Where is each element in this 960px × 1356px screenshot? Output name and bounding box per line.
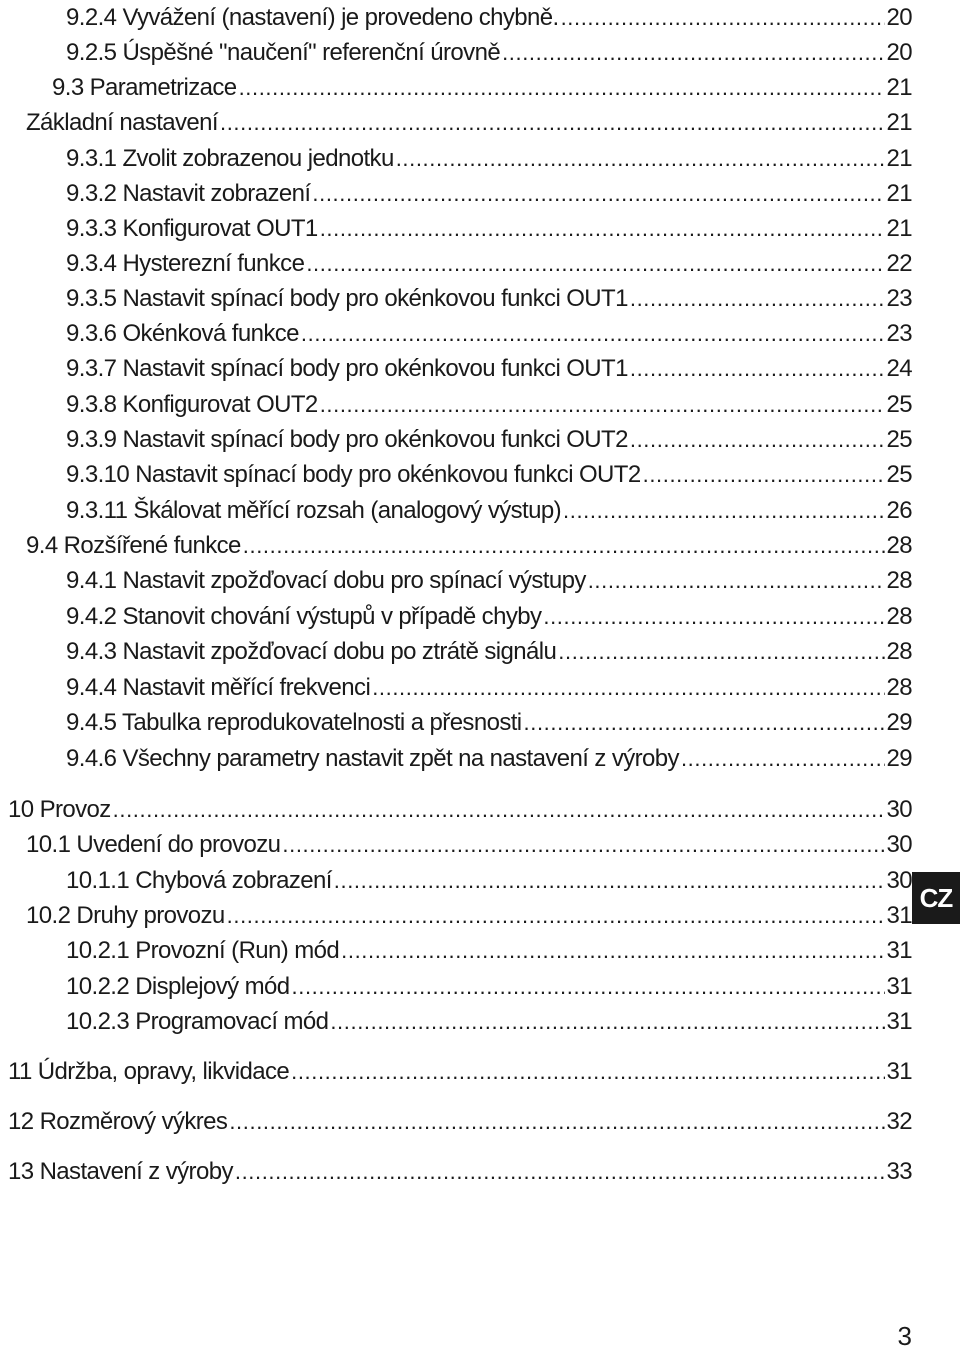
toc-leader-dots — [243, 532, 885, 560]
toc-entry[interactable] — [66, 597, 912, 631]
toc-leader-dots — [643, 461, 885, 489]
toc-entry-page: 25 — [886, 426, 912, 453]
toc-entry-page: 28 — [886, 603, 912, 630]
toc-entry[interactable] — [52, 68, 912, 102]
toc-entry[interactable] — [66, 561, 912, 595]
toc-entry-title: 10.2.3 Programovací mód — [66, 1008, 329, 1035]
toc-entry[interactable] — [66, 632, 912, 666]
toc-entry-title: 13 Nastavení z výroby — [8, 1158, 233, 1185]
toc-leader-dots — [229, 1108, 884, 1136]
toc-leader-dots — [630, 355, 885, 383]
toc-leader-dots — [563, 497, 884, 525]
toc-leader-dots — [312, 180, 884, 208]
toc-leader-dots — [630, 285, 885, 313]
toc-entry-title: 10.1 Uvedení do provozu — [26, 831, 281, 858]
toc-entry-title: 9.3.7 Nastavit spínací body pro okénkovou funkci OUT1 — [66, 355, 628, 382]
toc-leader-dots — [306, 250, 884, 278]
toc-leader-dots — [301, 320, 885, 348]
toc-entry[interactable] — [66, 244, 912, 278]
toc-entry-page: 28 — [886, 532, 912, 559]
toc-entry-title: 9.3.6 Okénková funkce — [66, 320, 299, 347]
language-tab: CZ — [912, 872, 960, 924]
toc-leader-dots — [113, 796, 885, 824]
toc-entry-page: 21 — [886, 109, 912, 136]
toc-leader-dots — [341, 937, 884, 965]
toc-entry-page: 31 — [886, 902, 912, 929]
toc-entry[interactable] — [66, 1002, 912, 1036]
toc-entry[interactable] — [66, 420, 912, 454]
toc-entry[interactable] — [26, 103, 912, 137]
toc-entry[interactable] — [66, 349, 912, 383]
toc-entry-title: 12 Rozměrový výkres — [8, 1108, 228, 1135]
toc-leader-dots — [681, 745, 885, 773]
toc-entry-page: 26 — [886, 497, 912, 524]
toc-entry-page: 31 — [886, 1008, 912, 1035]
toc-entry-title: 9.3.4 Hysterezní funkce — [66, 250, 305, 277]
toc-leader-dots — [372, 674, 884, 702]
toc-leader-dots — [396, 145, 885, 173]
toc-entry-title: 10.2.1 Provozní (Run) mód — [66, 937, 340, 964]
toc-entry[interactable] — [66, 0, 912, 32]
toc-entry-page: 30 — [886, 867, 912, 894]
toc-entry[interactable] — [8, 1052, 912, 1086]
toc-entry-page: 25 — [886, 391, 912, 418]
toc-entry[interactable] — [26, 526, 912, 560]
toc-leader-dots — [292, 973, 885, 1001]
toc-entry-title: Základní nastavení — [26, 109, 218, 136]
toc-entry-title: 9.4.3 Nastavit zpožďovací dobu po ztrátě signálu — [66, 638, 557, 665]
toc-entry-title: 9.4.1 Nastavit zpožďovací dobu pro spínací výstupy — [66, 567, 586, 594]
toc-entry-title: 11 Údržba, opravy, likvidace — [8, 1058, 290, 1085]
toc-entry-page: 21 — [886, 215, 912, 242]
toc-entry-title: 9.4 Rozšířené funkce — [26, 532, 241, 559]
toc-entry[interactable] — [8, 790, 912, 824]
toc-entry-title: 9.3.8 Konfigurovat OUT2 — [66, 391, 318, 418]
toc-entry-title: 9.4.6 Všechny parametry nastavit zpět na nastavení z výroby — [66, 745, 679, 772]
toc-entry-page: 30 — [886, 831, 912, 858]
toc-entry-title: 9.3.10 Nastavit spínací body pro okénkovou funkci OUT2 — [66, 461, 641, 488]
toc-entry-page: 21 — [886, 145, 912, 172]
toc-leader-dots — [282, 831, 884, 859]
toc-entry-page: 23 — [886, 320, 912, 347]
toc-entry-title: 9.3 Parametrizace — [52, 74, 237, 101]
toc-entry-page: 30 — [886, 796, 912, 823]
toc-entry[interactable] — [26, 825, 912, 859]
toc-entry[interactable] — [66, 279, 912, 313]
toc-leader-dots — [558, 638, 884, 666]
toc-entry[interactable] — [66, 33, 912, 67]
toc-leader-dots — [320, 215, 885, 243]
toc-entry-page: 20 — [886, 4, 912, 31]
toc-leader-dots — [220, 109, 885, 137]
toc-entry[interactable] — [66, 174, 912, 208]
toc-entry[interactable] — [66, 931, 912, 965]
toc-leader-dots — [543, 603, 884, 631]
toc-entry-page: 33 — [886, 1158, 912, 1185]
toc-entry-page: 24 — [886, 355, 912, 382]
toc-entry[interactable] — [66, 967, 912, 1001]
toc-entry-page: 31 — [886, 1058, 912, 1085]
toc-entry-page: 29 — [886, 745, 912, 772]
toc-entry[interactable] — [66, 209, 912, 243]
toc-entry-title: 9.4.2 Stanovit chování výstupů v případě chyby — [66, 603, 542, 630]
toc-leader-dots — [320, 391, 885, 419]
toc-entry-title: 9.3.3 Konfigurovat OUT1 — [66, 215, 318, 242]
toc-entry[interactable] — [8, 1152, 912, 1186]
page-number: 3 — [897, 1321, 912, 1351]
toc-entry-title: 10.1.1 Chybová zobrazení — [66, 867, 332, 894]
toc-entry-page: 28 — [886, 638, 912, 665]
toc-entry[interactable] — [66, 139, 912, 173]
toc-entry-page: 21 — [886, 180, 912, 207]
toc-entry-title: 9.2.5 Úspěšné "naučení" referenční úrovně — [66, 39, 501, 66]
toc-entry-title: 10.2.2 Displejový mód — [66, 973, 290, 1000]
toc-entry-title: 10.2 Druhy provozu — [26, 902, 225, 929]
toc-leader-dots — [291, 1058, 884, 1086]
toc-entry[interactable] — [26, 896, 912, 930]
toc-leader-dots — [235, 1158, 885, 1186]
toc-entry-title: 9.3.11 Škálovat měřící rozsah (analogový výstup) — [66, 497, 562, 524]
toc-entry[interactable] — [66, 491, 912, 525]
toc-entry[interactable] — [66, 703, 912, 737]
toc-entry[interactable] — [66, 739, 912, 773]
toc-entry-title: 9.3.9 Nastavit spínací body pro okénkovou funkci OUT2 — [66, 426, 628, 453]
toc-leader-dots — [630, 426, 885, 454]
toc-entry-page: 31 — [886, 937, 912, 964]
toc-entry[interactable] — [66, 861, 912, 895]
toc-entry-page: 25 — [886, 461, 912, 488]
toc-entry-page: 29 — [886, 709, 912, 736]
toc-leader-dots — [330, 1008, 884, 1036]
toc-leader-dots — [239, 74, 885, 102]
toc-entry[interactable] — [66, 314, 912, 348]
toc-entry-page: 32 — [886, 1108, 912, 1135]
toc-entry-title: 9.4.5 Tabulka reprodukovatelnosti a přesnosti — [66, 709, 522, 736]
toc-leader-dots — [588, 567, 885, 595]
toc-entry[interactable] — [8, 1102, 912, 1136]
toc-entry-page: 28 — [886, 567, 912, 594]
toc-entry-page: 28 — [886, 674, 912, 701]
toc-entry-page: 22 — [886, 250, 912, 277]
toc-leader-dots — [502, 39, 884, 67]
toc-entry-page: 23 — [886, 285, 912, 312]
toc-entry-title: 10 Provoz — [8, 796, 111, 823]
toc-entry-page: 21 — [886, 74, 912, 101]
toc-entry-title: 9.3.1 Zvolit zobrazenou jednotku — [66, 145, 394, 172]
toc-leader-dots — [334, 867, 885, 895]
toc-leader-dots — [227, 902, 885, 930]
toc-entry[interactable] — [66, 668, 912, 702]
toc-leader-dots — [561, 4, 885, 32]
toc-entry-title: 9.3.2 Nastavit zobrazení — [66, 180, 311, 207]
toc-entry[interactable] — [66, 385, 912, 419]
toc-entry-title: 9.3.5 Nastavit spínací body pro okénkovou funkci OUT1 — [66, 285, 628, 312]
toc-entry-title: 9.4.4 Nastavit měřící frekvenci — [66, 674, 371, 701]
toc-entry-page: 31 — [886, 973, 912, 1000]
toc-leader-dots — [524, 709, 885, 737]
toc-entry-page: 20 — [886, 39, 912, 66]
toc-entry-title: 9.2.4 Vyvážení (nastavení) je provedeno chybně. — [66, 4, 559, 31]
toc-entry[interactable] — [66, 455, 912, 489]
